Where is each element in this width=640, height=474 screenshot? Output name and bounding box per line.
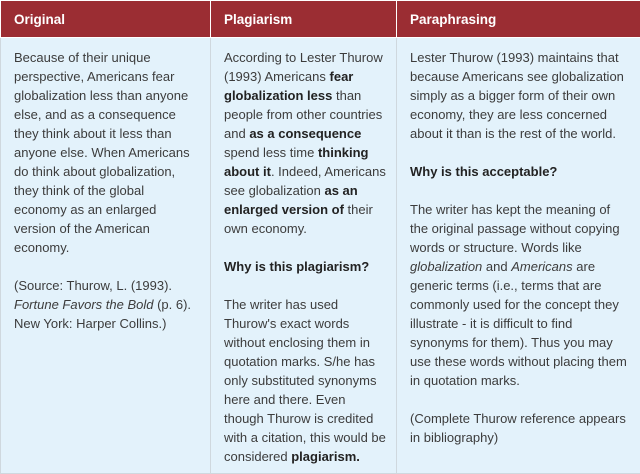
header-paraphrasing: Paraphrasing [397, 1, 640, 38]
para-exp-3: are generic terms (i.e., terms that are commonly used for the concept they illustrate - it is difficult to find synonyms for them). Thus you may use these words without placing them in quotation marks. [410, 259, 627, 388]
source-page: (p. 6). [157, 297, 192, 312]
original-passage: Because of their unique perspective, Americans fear globalization less than anyone else, and as a consequence they think about it less than anyone else. When Americans do think about globalization, they think of the global economy as an enlarged version of the American economy. [14, 50, 190, 255]
source-prefix: (Source: Thurow, L. (1993). [14, 278, 173, 293]
para-exp-1: The writer has kept the meaning of the original passage without copying words or structure. Words like [410, 202, 620, 255]
para-exp-2: and [485, 259, 508, 274]
paraphrase-explanation [410, 200, 630, 390]
header-original: Original [1, 1, 211, 38]
content-row [1, 38, 640, 474]
paraphrase-question-text: Why is this acceptable? [410, 164, 558, 179]
header-plagiarism: Plagiarism [211, 1, 397, 38]
plagiarism-question [224, 257, 386, 276]
plag-text-2: than people from other countries and [224, 88, 383, 141]
plag-bold-2: as a consequence [249, 126, 362, 141]
plagiarism-cell [211, 38, 397, 474]
original-source [14, 276, 200, 333]
plag-text-1: According to Lester Thurow (1993) Americans [224, 50, 383, 84]
para-italic-1: globalization [410, 259, 483, 274]
plag-text-4: . Indeed, Americans see globalization [224, 164, 386, 198]
paraphrasing-cell [397, 38, 640, 474]
original-cell [1, 38, 211, 474]
plag-bold-4: as an enlarged version of [224, 183, 358, 217]
plag-bold-1: fear globalization less [224, 69, 354, 103]
plagiarism-example [224, 48, 386, 238]
plag-text-5: their own economy. [224, 202, 373, 236]
source-publisher: New York: Harper Collins.) [14, 316, 167, 331]
para-italic-2: Americans [511, 259, 573, 274]
plagiarism-question-text: Why is this plagiarism? [224, 259, 370, 274]
plag-text-3: spend less time [224, 145, 315, 160]
paraphrase-example: Lester Thurow (1993) maintains that because Americans see globalization simply as a bigger form of their own economy, they are less concerned about it than is the rest of the world. [410, 50, 624, 141]
plag-exp-bold: plagiarism. [291, 449, 360, 464]
paraphrase-question [410, 162, 630, 181]
header-row [1, 1, 640, 38]
plagiarism-explanation [224, 295, 386, 466]
plag-bold-3: thinking about it [224, 145, 369, 179]
plag-exp-text: The writer has used Thurow's exact words without enclosing them in quotation marks. S/he has only substituted synonyms here and there. Even though Thurow is credited with a citation, this would be considered [224, 297, 386, 464]
source-title: Fortune Favors the Bold [14, 297, 154, 312]
paraphrase-note: (Complete Thurow reference appears in bibliography) [410, 411, 626, 445]
